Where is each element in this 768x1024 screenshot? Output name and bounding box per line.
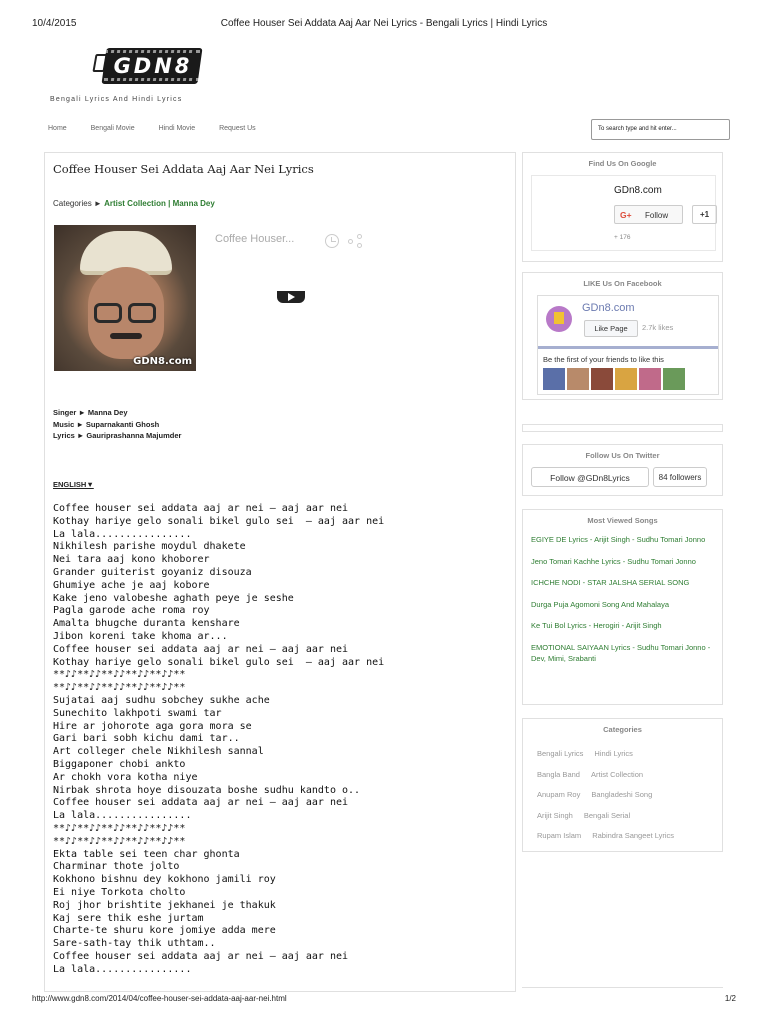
friend-avatar[interactable] bbox=[543, 368, 565, 390]
google-card bbox=[531, 175, 716, 251]
friend-avatar[interactable] bbox=[567, 368, 589, 390]
play-icon[interactable] bbox=[277, 291, 305, 303]
lyric-line: Kaj sere thik eshe jurtam bbox=[53, 912, 204, 924]
lyric-line: Charte-te shuru kore jomiye adda mere bbox=[53, 925, 276, 937]
widget-heading: Categories bbox=[603, 725, 642, 734]
most-viewed-link[interactable]: EGIYE DE Lyrics - Arijit Singh - Sudhu Tomari Jonno bbox=[531, 535, 706, 544]
lyric-line: Kothay hariye gelo sonali bikel gulo sei – aaj aar nei bbox=[53, 515, 385, 527]
nav-bengali-movie[interactable]: Bengali Movie bbox=[90, 125, 135, 132]
post-container bbox=[44, 152, 516, 992]
lyric-line: Charminar thote jolto bbox=[53, 861, 180, 873]
player-title: Coffee Houser... bbox=[215, 233, 295, 245]
lyric-line: Coffee houser sei addata aaj ar nei – aaj aar nei bbox=[53, 950, 349, 962]
nav-request-us[interactable]: Request Us bbox=[219, 125, 256, 132]
category-list bbox=[537, 744, 717, 847]
google-plus-icon: G+ bbox=[620, 210, 632, 220]
lyric-line: Jibon koreni take khoma ar... bbox=[53, 630, 228, 642]
lyric-line: Art colleger chele Nikhilesh sannal bbox=[53, 746, 264, 758]
lyric-line: Ghumiye ache je aaj kobore bbox=[53, 579, 210, 591]
friend-avatar[interactable] bbox=[639, 368, 661, 390]
most-viewed-link[interactable]: Ke Tui Bol Lyrics - Herogiri - Arijit Singh bbox=[531, 621, 662, 630]
lyric-line: **♪♪**♪♪**♪♪**♪♪**♪♪** bbox=[53, 835, 186, 847]
widget-heading: LIKE Us On Facebook bbox=[583, 279, 662, 288]
category-separator: | bbox=[168, 199, 171, 208]
lyric-line: Nirbak shrota hoye disouzata boshe sudhu kandto o.. bbox=[53, 784, 361, 796]
lyric-line: **♪♪**♪♪**♪♪**♪♪**♪♪** bbox=[53, 669, 186, 681]
lyric-line: Roj jhor brishtite jekhanei je thakuk bbox=[53, 899, 276, 911]
category-link[interactable]: Bengali Serial bbox=[583, 810, 631, 820]
most-viewed-link[interactable]: Jeno Tomari Kachhe Lyrics - Sudhu Tomari Jonno bbox=[531, 556, 696, 566]
watch-later-icon[interactable] bbox=[325, 234, 339, 248]
lyric-line: Nikhilesh parishe moydul dhakete bbox=[53, 541, 246, 553]
main-nav bbox=[48, 125, 278, 132]
category-link[interactable]: Anupam Roy bbox=[537, 790, 581, 799]
twitter-widget bbox=[522, 444, 723, 496]
print-footer bbox=[32, 994, 736, 1003]
share-icon[interactable] bbox=[348, 234, 364, 248]
category-link[interactable]: Bangla Band bbox=[537, 769, 580, 779]
nav-hindi-movie[interactable]: Hindi Movie bbox=[158, 125, 196, 132]
like-page-button[interactable]: Like Page bbox=[584, 320, 638, 337]
category-link[interactable]: Bangladeshi Song bbox=[591, 790, 653, 799]
category-link[interactable]: Rupam Islam bbox=[537, 831, 582, 840]
most-viewed-link[interactable]: Durga Puja Agomoni Song And Mahalaya bbox=[531, 599, 670, 609]
google-follow-button[interactable] bbox=[614, 205, 683, 224]
credit-lyricist: Lyrics ► Gauriprashanna Majumder bbox=[53, 431, 182, 440]
lyric-line: Ei niye Torkota cholto bbox=[53, 886, 186, 898]
post-categories bbox=[53, 199, 215, 208]
most-viewed-list bbox=[531, 534, 717, 675]
lyric-line: Kothay hariye gelo sonali bikel gulo sei – aaj aar nei bbox=[53, 656, 385, 668]
lyric-line: Nei tara aaj kono khoborer bbox=[53, 554, 210, 566]
most-viewed-widget bbox=[522, 509, 723, 705]
lyric-line: Ar chokh vora kotha niye bbox=[53, 771, 198, 783]
most-viewed-link[interactable]: ICHCHE NODI - STAR JALSHA SERIAL SONG bbox=[531, 578, 690, 587]
facebook-page-name[interactable]: GDn8.com bbox=[582, 302, 635, 314]
lyric-line: Sare-sath-tay thik uthtam.. bbox=[53, 938, 216, 950]
category-link[interactable]: Arijit Singh bbox=[537, 810, 573, 820]
search-input[interactable]: To search type and hit enter... bbox=[591, 119, 730, 140]
category-link[interactable]: Artist Collection bbox=[590, 769, 644, 779]
lyric-line: **♪♪**♪♪**♪♪**♪♪**♪♪** bbox=[53, 682, 186, 694]
lyric-line: **♪♪**♪♪**♪♪**♪♪**♪♪** bbox=[53, 822, 186, 834]
category-link[interactable]: Hindi Lyrics bbox=[594, 749, 633, 758]
categories-widget bbox=[522, 718, 723, 852]
widget-heading: Most Viewed Songs bbox=[587, 516, 658, 525]
lyric-line: Amalta bhugche duranta kenshare bbox=[53, 618, 240, 630]
google-page-name[interactable]: GDn8.com bbox=[614, 185, 662, 196]
lyric-line: La lala................ bbox=[53, 810, 192, 822]
lyric-line: Gari bari sobh kichu dami tar.. bbox=[53, 733, 240, 745]
credit-music: Music ► Suparnakanti Ghosh bbox=[53, 419, 160, 429]
post-title: Coffee Houser Sei Addata Aaj Aar Nei Lyrics bbox=[53, 162, 314, 176]
logo-text: GDN8 bbox=[113, 54, 193, 78]
site-tagline: Bengali Lyrics And Hindi Lyrics bbox=[50, 96, 183, 103]
language-toggle[interactable]: ENGLISH▼ bbox=[53, 480, 94, 489]
friend-avatar[interactable] bbox=[663, 368, 685, 390]
category-link-artist-collection[interactable]: Artist Collection bbox=[104, 199, 166, 208]
friend-avatar[interactable] bbox=[591, 368, 613, 390]
singer-photo bbox=[54, 225, 196, 371]
category-link[interactable]: Rabindra Sangeet Lyrics bbox=[592, 831, 675, 840]
twitter-follower-count: 84 followers bbox=[653, 467, 707, 487]
print-header bbox=[32, 18, 736, 32]
widget-heading: Find Us On Google bbox=[588, 159, 657, 168]
facebook-friends-text: Be the first of your friends to like this bbox=[543, 355, 664, 364]
lyric-line: La lala................ bbox=[53, 963, 192, 975]
google-follower-count: + 176 bbox=[614, 234, 631, 241]
lyric-line: Grander guiterist goyaniz disouza bbox=[53, 566, 252, 578]
plus-one-button[interactable]: +1 bbox=[692, 205, 717, 224]
facebook-widget bbox=[522, 272, 723, 400]
print-page-title: Coffee Houser Sei Addata Aaj Aar Nei Lyrics - Bengali Lyrics | Hindi Lyrics bbox=[220, 18, 548, 29]
google-follow-label: Follow bbox=[645, 211, 669, 220]
lyric-line: Coffee houser sei addata aaj ar nei – aaj aar nei bbox=[53, 643, 349, 655]
facebook-like-count: 2.7k likes bbox=[642, 323, 674, 332]
category-link[interactable]: Bengali Lyrics bbox=[537, 749, 584, 758]
print-date: 10/4/2015 bbox=[32, 18, 77, 29]
music-note-icon bbox=[542, 300, 576, 338]
lyrics-text bbox=[53, 503, 384, 976]
lyric-line: Sujatai aaj sudhu sobchey sukhe ache bbox=[53, 694, 270, 706]
lyric-line: Hire ar johorote aga gora mora se bbox=[53, 720, 252, 732]
friend-avatar[interactable] bbox=[615, 368, 637, 390]
category-link-manna-dey[interactable]: Manna Dey bbox=[172, 199, 215, 208]
nav-home[interactable]: Home bbox=[48, 125, 67, 132]
facebook-card bbox=[537, 295, 719, 395]
google-widget bbox=[522, 152, 723, 262]
lyric-line: La lala................ bbox=[53, 528, 192, 540]
sidebar-divider bbox=[522, 424, 723, 432]
lyric-line: Pagla garode ache roma roy bbox=[53, 605, 210, 617]
lyric-line: Biggaponer chobi ankto bbox=[53, 758, 186, 770]
lyric-line: Coffee houser sei addata aaj ar nei – aaj aar nei bbox=[53, 797, 349, 809]
friend-avatars bbox=[543, 368, 687, 395]
twitter-follow-button[interactable]: Follow @GDn8Lyrics bbox=[531, 467, 649, 487]
site-logo[interactable] bbox=[90, 46, 202, 90]
photo-watermark: GDN8.com bbox=[133, 356, 192, 367]
lyric-line: Sunechito lakhpoti swami tar bbox=[53, 707, 222, 719]
credit-singer: Singer ► Manna Dey bbox=[53, 408, 128, 417]
page-number: 1/2 bbox=[724, 994, 736, 1003]
lyric-line: Kake jeno valobeshe aghath peye je seshe bbox=[53, 592, 294, 604]
categories-label: Categories ► bbox=[53, 199, 102, 208]
lyric-line: Kokhono bishnu dey kokhono jamili roy bbox=[53, 874, 276, 886]
lyric-line: Coffee houser sei addata aaj ar nei – aaj aar nei bbox=[53, 503, 349, 514]
widget-heading: Follow Us On Twitter bbox=[585, 451, 660, 460]
page-url: http://www.gdn8.com/2014/04/coffee-houser-sei-addata-aaj-aar-nei.html bbox=[32, 994, 287, 1003]
song-credits bbox=[53, 407, 181, 442]
most-viewed-link[interactable]: EMOTIONAL SAIYAAN Lyrics - Sudhu Tomari Jonno - Dev, Mimi, Srabanti bbox=[531, 642, 711, 663]
lyric-line: Ekta table sei teen char ghonta bbox=[53, 848, 240, 860]
video-player[interactable] bbox=[205, 225, 505, 371]
